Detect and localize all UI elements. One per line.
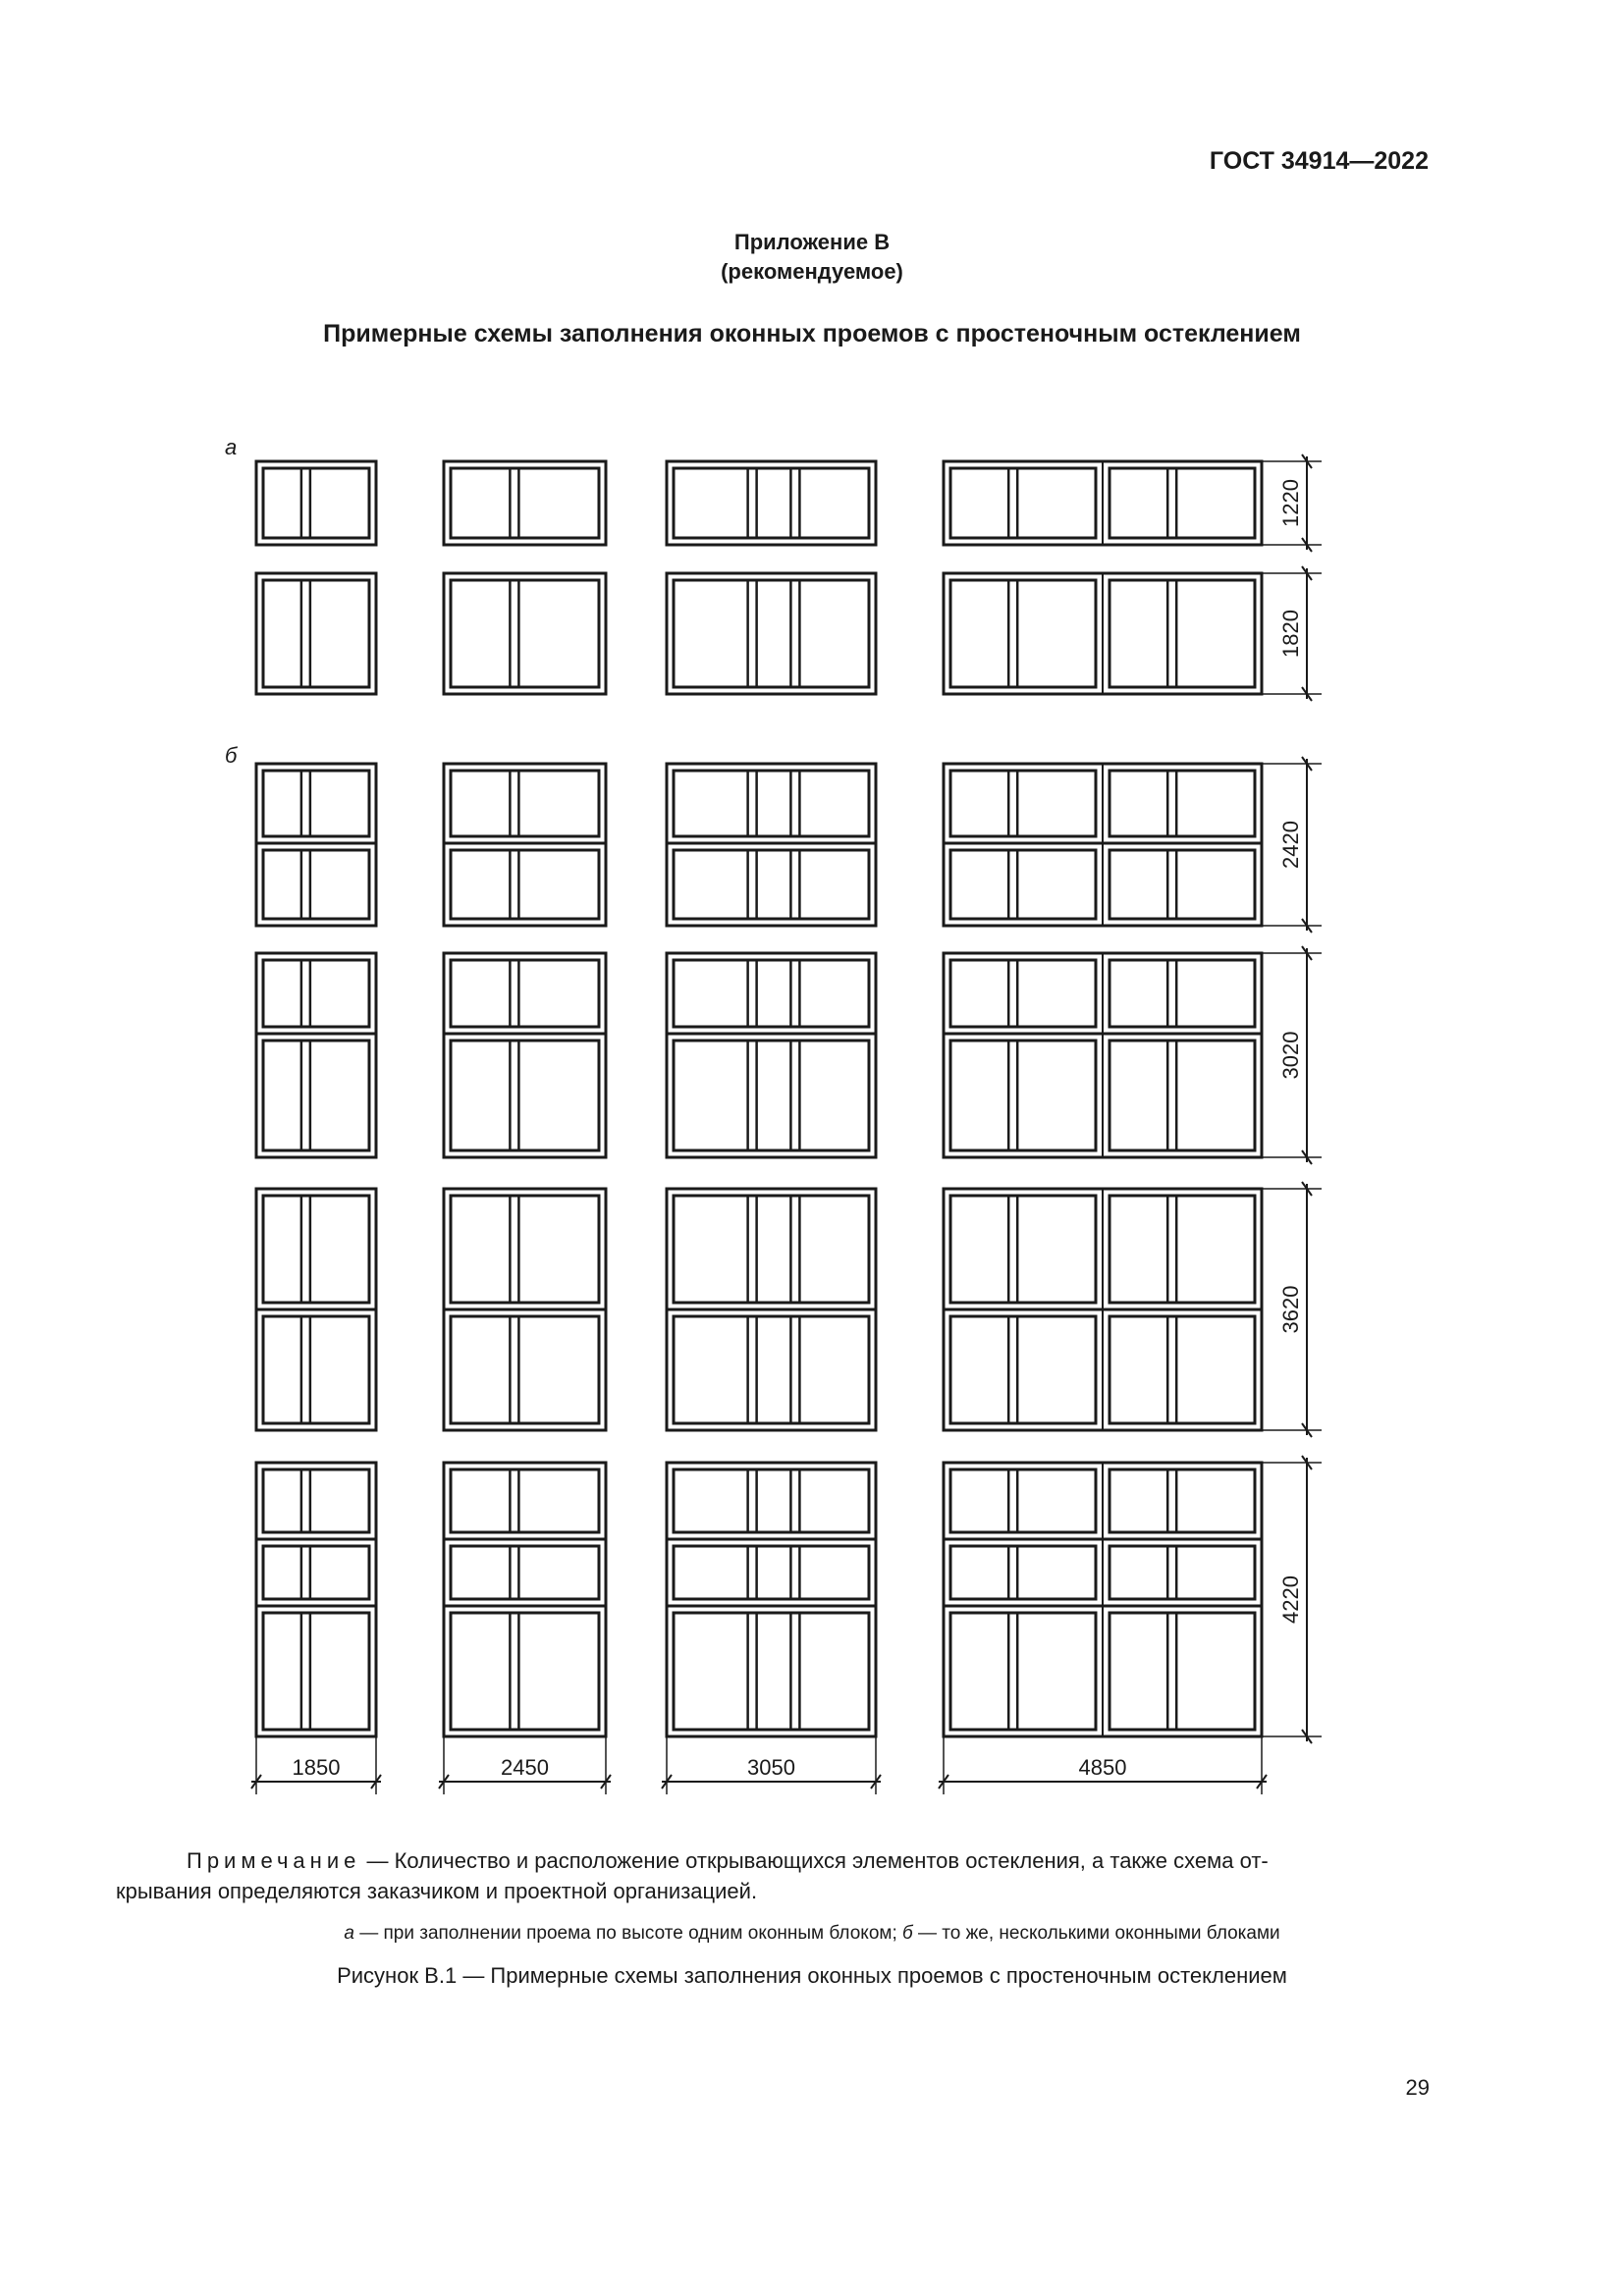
window-scheme xyxy=(944,953,1262,1157)
sash xyxy=(1110,960,1255,1027)
window-frame xyxy=(444,461,606,545)
window-scheme xyxy=(667,764,876,926)
width-dimension-label: 2450 xyxy=(501,1755,549,1780)
sash xyxy=(263,1041,369,1150)
window-scheme xyxy=(944,764,1262,926)
sash xyxy=(451,850,599,919)
window-scheme xyxy=(444,461,606,545)
sash xyxy=(451,1469,599,1532)
sash xyxy=(263,580,369,687)
legend-key-b: б xyxy=(902,1923,913,1944)
width-dimension-label: 3050 xyxy=(747,1755,795,1780)
window-scheme xyxy=(944,461,1262,545)
note-label: Примечание xyxy=(187,1848,361,1873)
sash xyxy=(950,1196,1096,1303)
window-frame xyxy=(256,573,376,694)
sash xyxy=(674,1546,869,1599)
window-scheme xyxy=(667,953,876,1157)
sash xyxy=(1110,1469,1255,1532)
width-dimension-label: 1850 xyxy=(292,1755,341,1780)
sash xyxy=(1110,1041,1255,1150)
window-scheme xyxy=(444,573,606,694)
sash xyxy=(263,1316,369,1423)
sash xyxy=(451,1546,599,1599)
sash xyxy=(1110,1316,1255,1423)
sash xyxy=(1110,1546,1255,1599)
sash xyxy=(1110,580,1255,687)
height-dimension-label: 2420 xyxy=(1278,821,1303,869)
sash xyxy=(451,1041,599,1150)
sash xyxy=(263,850,369,919)
sash xyxy=(950,1041,1096,1150)
window-scheme xyxy=(667,1189,876,1430)
sash xyxy=(950,1316,1096,1423)
window-scheme xyxy=(444,764,606,926)
sash xyxy=(263,771,369,836)
sash xyxy=(451,1613,599,1730)
height-dimension-label: 3620 xyxy=(1278,1285,1303,1334)
figure-legend xyxy=(0,1923,1624,1945)
window-scheme xyxy=(944,1463,1262,1736)
window-scheme xyxy=(256,1189,376,1430)
legend-text-a: — при заполнении проема по высоте одним оконным блоком; xyxy=(353,1923,903,1944)
note-line-1 xyxy=(187,1848,1269,1874)
sash xyxy=(950,468,1096,538)
window-scheme xyxy=(667,461,876,545)
annex-status: (рекомендуемое) xyxy=(721,259,903,284)
sash xyxy=(950,580,1096,687)
sash xyxy=(263,960,369,1027)
window-frame xyxy=(667,461,876,545)
sash xyxy=(1110,771,1255,836)
sash xyxy=(674,1196,869,1303)
note-text-1: — Количество и расположение открывающихся элементов остекления, а также схема от- xyxy=(360,1848,1269,1873)
sash xyxy=(950,1546,1096,1599)
figure-caption: Рисунок В.1 — Примерные схемы заполнения оконных проемов с простеночным остеклением xyxy=(337,1963,1287,1988)
sash xyxy=(1110,468,1255,538)
legend-key-a: а xyxy=(344,1923,354,1944)
sash xyxy=(674,771,869,836)
sash xyxy=(674,580,869,687)
sash xyxy=(451,1316,599,1423)
height-dimension-label: 1820 xyxy=(1278,610,1303,658)
group-label-b: б xyxy=(225,743,238,768)
standard-designation: ГОСТ 34914—2022 xyxy=(1209,147,1429,175)
sash xyxy=(263,1613,369,1730)
window-scheme xyxy=(444,953,606,1157)
group-label-a: а xyxy=(225,435,238,459)
sash xyxy=(674,850,869,919)
window-frame xyxy=(256,953,376,1157)
annex-title: Приложение В xyxy=(733,230,891,254)
sash xyxy=(674,1316,869,1423)
height-dimension-label: 3020 xyxy=(1278,1031,1303,1080)
window-drawings xyxy=(256,461,1262,1736)
legend-text-b: — то же, несколькими оконными блоками xyxy=(912,1923,1280,1944)
sash xyxy=(950,1469,1096,1532)
window-frame xyxy=(667,573,876,694)
sash xyxy=(1110,1613,1255,1730)
window-scheme xyxy=(667,573,876,694)
window-scheme xyxy=(944,1189,1262,1430)
sash xyxy=(451,468,599,538)
page-number: 29 xyxy=(1405,2075,1430,2100)
sash xyxy=(674,960,869,1027)
window-scheme xyxy=(944,573,1262,694)
sash xyxy=(950,1613,1096,1730)
window-frame xyxy=(256,461,376,545)
window-scheme xyxy=(444,1189,606,1430)
sash xyxy=(950,771,1096,836)
window-frame xyxy=(444,573,606,694)
sash xyxy=(950,960,1096,1027)
window-scheme xyxy=(667,1463,876,1736)
height-dimension-label: 4220 xyxy=(1278,1575,1303,1624)
sash xyxy=(674,468,869,538)
window-scheme xyxy=(256,573,376,694)
sash xyxy=(263,1469,369,1532)
sash xyxy=(451,771,599,836)
sash xyxy=(674,1469,869,1532)
sash xyxy=(674,1041,869,1150)
sash xyxy=(1110,1196,1255,1303)
sash xyxy=(263,468,369,538)
window-scheme xyxy=(256,764,376,926)
sash xyxy=(263,1546,369,1599)
window-scheme xyxy=(256,953,376,1157)
sash xyxy=(451,1196,599,1303)
window-scheme xyxy=(444,1463,606,1736)
window-frame xyxy=(667,953,876,1157)
sash xyxy=(1110,850,1255,919)
sash xyxy=(263,1196,369,1303)
window-scheme xyxy=(256,461,376,545)
sash xyxy=(674,1613,869,1730)
sash xyxy=(451,580,599,687)
note-line-2: крывания определяются заказчиком и проектной организацией. xyxy=(116,1879,758,1903)
dimension-lines xyxy=(251,454,1322,1794)
page-title: Примерные схемы заполнения оконных проемов с простеночным остеклением xyxy=(323,320,1301,347)
height-dimension-label: 1220 xyxy=(1278,479,1303,527)
sash xyxy=(950,850,1096,919)
window-frame xyxy=(444,953,606,1157)
sash xyxy=(451,960,599,1027)
window-scheme xyxy=(256,1463,376,1736)
width-dimension-label: 4850 xyxy=(1078,1755,1127,1780)
